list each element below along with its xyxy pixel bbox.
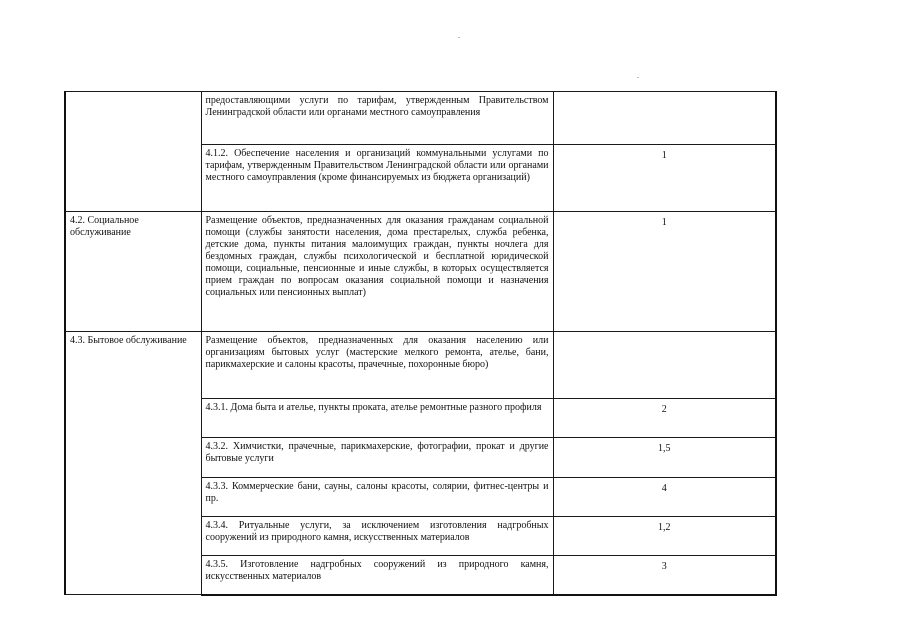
coefficient-cell: 2 [553,399,776,438]
description-cell: 4.3.5. Изготовление надгробных сооружений из природного камня, искусственных материалов [201,556,553,595]
coefficient-cell [553,332,776,399]
land-use-coefficient-table [64,91,777,596]
category-cell [65,92,201,212]
table-row [65,212,776,332]
table-row [65,332,776,399]
description-cell: 4.3.1. Дома быта и ателье, пункты проката, ателье ремонтные разного профиля [201,399,553,438]
category-cell: 4.2. Социальное обслуживание [65,212,201,332]
scan-speck [637,77,639,78]
coefficient-cell: 1 [553,212,776,332]
category-cell: 4.3. Бытовое обслуживание [65,332,201,595]
table-row [65,92,776,145]
scan-speck [458,37,460,38]
coefficient-cell: 4 [553,478,776,517]
description-cell: Размещение объектов, предназначенных для оказания гражданам социальной помощи (службы занятости населения, дома престарелых, служба ребенка, детские дома, пункты питания малоимущих граждан, пункты ночлега для бездомных граждан, службы психологической и бесплатной юридической помощи, социальные, пенсионные и иные службы, в которых осуществляется прием граждан по вопросам оказания социальной помощи и назначения социальных или пенсионных выплат) [201,212,553,332]
description-cell: 4.1.2. Обеспечение населения и организаций коммунальными услугами по тарифам, утвержденным Правительством Ленинградской области или органами местного самоуправления (кроме финансируемых из бюджета организаций) [201,145,553,212]
description-cell: предоставляющими услуги по тарифам, утвержденным Правительством Ленинградской области или органами местного самоуправления [201,92,553,145]
coefficient-cell: 1,2 [553,517,776,556]
description-cell: 4.3.2. Химчистки, прачечные, парикмахерские, фотографии, прокат и другие бытовые услуги [201,438,553,478]
description-cell: Размещение объектов, предназначенных для оказания населению или организациям бытовых услуг (мастерские мелкого ремонта, ателье, бани, парикмахерские и салоны красоты, прачечные, похоронные бюро) [201,332,553,399]
description-cell: 4.3.4. Ритуальные услуги, за исключением изготовления надгробных сооружений из природного камня, искусственных материалов [201,517,553,556]
coefficient-cell: 3 [553,556,776,595]
coefficient-cell [553,92,776,145]
coefficient-cell: 1 [553,145,776,212]
coefficient-cell: 1,5 [553,438,776,478]
description-cell: 4.3.3. Коммерческие бани, сауны, салоны красоты, солярии, фитнес-центры и пр. [201,478,553,517]
